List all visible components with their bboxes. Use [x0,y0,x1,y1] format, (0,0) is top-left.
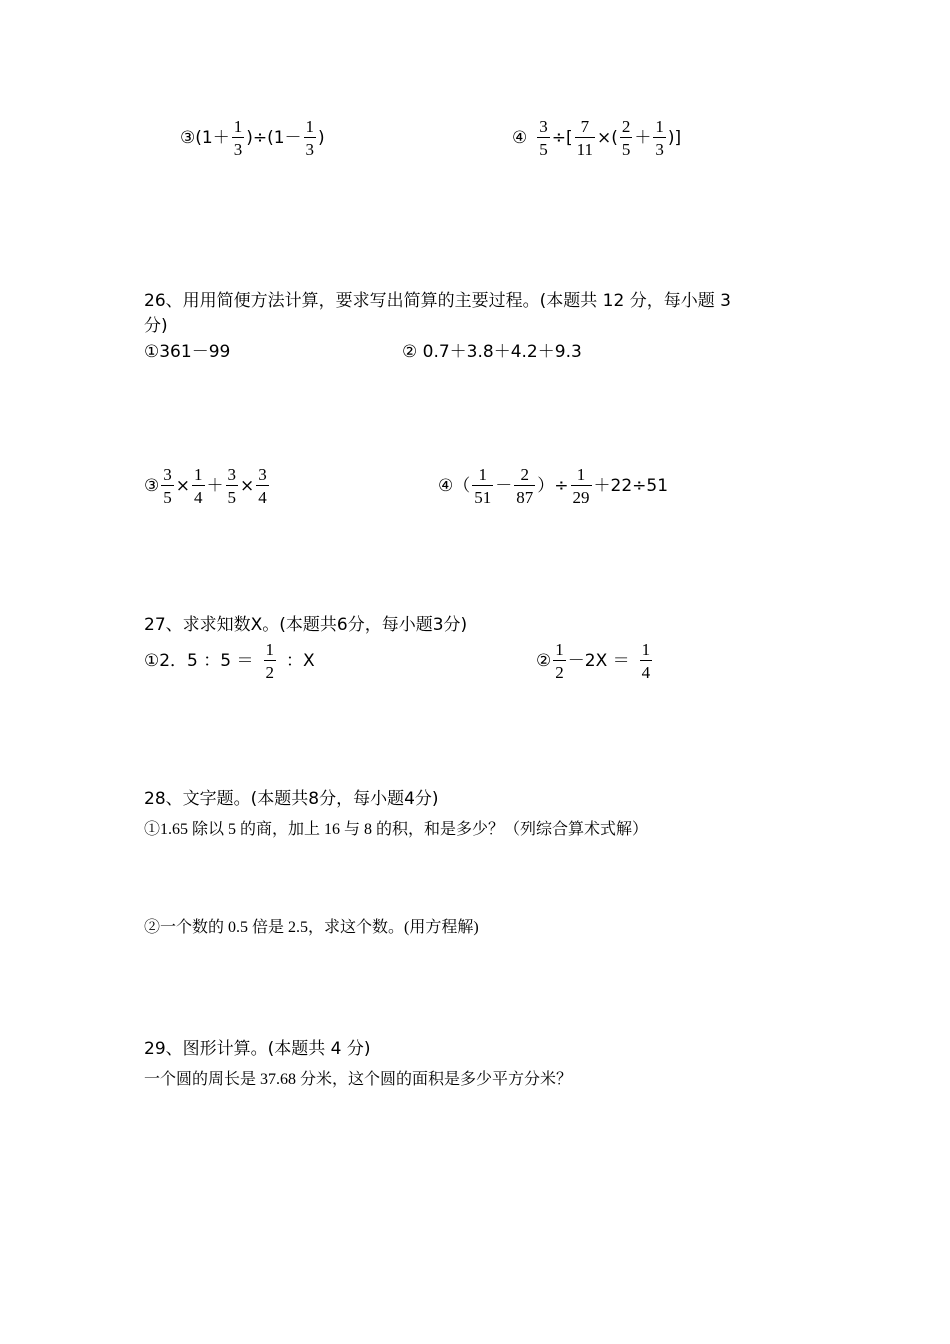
q26-problem-1: ①361－99 [144,342,231,362]
expr-text: )] [667,127,682,148]
expr-text: ＋ [634,127,652,148]
q27-heading: 27、求求知数X。(本题共6分，每小题3分) [144,615,468,635]
q26-heading-continued: 分) [144,316,168,336]
fraction: $\frac{3}{5}$ [227,465,236,507]
expr-text: ×( [597,127,618,148]
expr-text: )÷(1－ [246,127,302,148]
expr-text: － [495,475,513,496]
expr-text: ＋ [206,475,224,496]
fraction: $\frac{3}{4}$ [258,465,267,507]
expr-text: ④（ [438,475,471,496]
q28-problem-1: ①1.65 除以 5 的商，加上 16 与 8 的积，和是多少？（列综合算术式解） [144,821,649,838]
fraction: $\frac{1}{2}$ [555,640,564,682]
q25-problem-3 [180,118,325,158]
fraction: $\frac{3}{5}$ [163,465,172,507]
expr-text: ③(1＋ [180,127,230,148]
q26-problem-3 [144,466,271,506]
expr-text: ）÷ [537,475,569,496]
fraction: $\frac{1}{2}$ [265,640,274,682]
q29-heading: 29、图形计算。(本题共 4 分) [144,1039,371,1059]
expr-text: ①2．5 ：5 ＝ [144,650,254,671]
q26-problem-4 [438,466,668,506]
fraction: $\frac{1}{3}$ [233,117,243,159]
q25-problem-4 [512,118,681,158]
q27-problem-2 [536,641,654,681]
fraction: $\frac{7}{11}$ [576,117,594,159]
q28-problem-2: ②一个数的 0.5 倍是 2.5，求这个数。(用方程解) [144,919,479,936]
fraction: $\frac{1}{51}$ [474,465,492,507]
q26-heading: 26、用用简便方法计算，要求写出简算的主要过程。(本题共 12 分，每小题 3 [144,291,731,311]
expr-text: ③ [144,475,160,496]
fraction: $\frac{1}{4}$ [641,640,651,682]
fraction: $\frac{1}{4}$ [194,465,203,507]
fraction: $\frac{1}{29}$ [572,465,590,507]
fraction: $\frac{1}{3}$ [655,117,664,159]
fraction: $\frac{2}{5}$ [621,117,631,159]
expr-text: × [240,475,255,496]
fraction: $\frac{1}{3}$ [305,117,315,159]
fraction: $\frac{2}{87}$ [516,465,534,507]
expr-text: ④ [512,127,528,148]
expr-text: ② [536,650,552,671]
q26-problem-2: ② 0.7＋3.8＋4.2＋9.3 [402,342,582,362]
fraction: $\frac{3}{5}$ [539,117,548,159]
expr-text: －2X ＝ [567,650,630,671]
q29-problem-1: 一个圆的周长是 37.68 分米，这个圆的面积是多少平方分米？ [144,1071,573,1088]
expr-text: ：X [286,650,315,671]
q28-heading: 28、文字题。(本题共8分，每小题4分) [144,789,439,809]
expr-text: ) [318,127,325,148]
expr-text: ＋22÷51 [593,475,669,496]
q27-problem-1 [144,641,315,681]
expr-text: ÷[ [551,127,573,148]
expr-text: × [175,475,190,496]
